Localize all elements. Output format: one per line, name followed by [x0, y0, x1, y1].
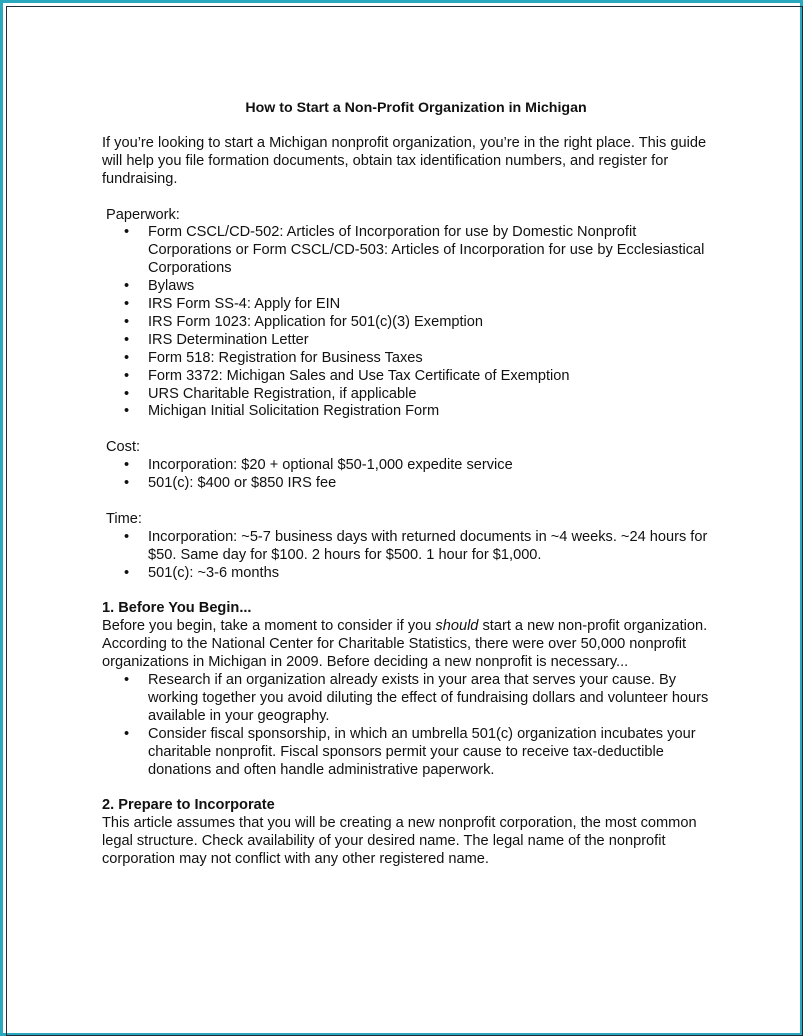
bullet-icon: • [124, 475, 130, 492]
bullet-icon: • [124, 528, 130, 545]
list-item: • Form CSCL/CD-502: Articles of Incorporation for use by Domestic Nonprofit Corporations or Form CSCL/CD-503: Articles of Incorporation for use by Ecclesiastical Corporations [124, 224, 705, 277]
time-list [102, 529, 722, 583]
emphasis-should: should [435, 618, 479, 635]
bullet-icon: • [124, 564, 130, 581]
list-item: • URS Charitable Registration, if applicable [124, 385, 417, 402]
list-item: • Michigan Initial Solicitation Registration Form [124, 403, 440, 420]
intro-paragraph: If you’re looking to start a Michigan nonprofit organization, you’re in the right place. This guide will help you file formation documents, obtain tax identification numbers, and register for fundraising. [102, 134, 707, 187]
list-item: • IRS Determination Letter [124, 331, 309, 348]
bullet-icon: • [124, 725, 130, 742]
list-item: • Research if an organization already exists in your area that serves your cause. By working together you avoid diluting the effect of fundraising dollars and volunteer hours available in your geography. [124, 672, 709, 724]
list-item: • IRS Form 1023: Application for 501(c)(3) Exemption [124, 313, 483, 330]
paperwork-label: Paperwork: [106, 206, 180, 223]
bullet-icon: • [124, 349, 130, 366]
section-2-heading: 2. Prepare to Incorporate [102, 797, 275, 814]
document-page [102, 100, 722, 869]
bullet-icon: • [124, 367, 130, 384]
list-item: • Incorporation: ~5-7 business days with returned documents in ~4 weeks. ~24 hours for $50. Same day for $100. 2 hours for $500. 1 hour for $1,000. [124, 528, 708, 563]
paperwork-list [102, 224, 722, 421]
bullet-icon: • [124, 385, 130, 402]
bullet-icon: • [124, 313, 130, 330]
list-item: • Consider fiscal sponsorship, in which an umbrella 501(c) organization incubates your charitable nonprofit. Fiscal sponsors permit your cause to receive tax-deductible donations and often handle administrative paperwork. [124, 725, 696, 778]
document-title: How to Start a Non-Profit Organization in Michigan [245, 100, 587, 116]
section-1-paragraph: Before you begin, take a moment to consider if you should start a new non-profit organization. According to the National Center for Charitable Statistics, there were over 50,000 nonprofit organizations in Michigan in 2009. Before deciding a new nonprofit is necessary... [102, 618, 708, 671]
cost-label: Cost: [106, 439, 141, 456]
bullet-icon: • [124, 457, 130, 474]
list-item: • 501(c): ~3-6 months [124, 564, 280, 581]
section-2-paragraph: This article assumes that you will be creating a new nonprofit corporation, the most common legal structure. Check availability of your desired name. The legal name of the nonprofit corporation may not conflict with any other registered name. [102, 815, 697, 868]
list-item: • 501(c): $400 or $850 IRS fee [124, 475, 337, 492]
bullet-icon: • [124, 672, 130, 689]
list-item: • IRS Form SS-4: Apply for EIN [124, 296, 341, 313]
list-item: • Incorporation: $20 + optional $50-1,000 expedite service [124, 457, 513, 474]
list-item: • Form 3372: Michigan Sales and Use Tax Certificate of Exemption [124, 367, 570, 384]
list-item: • Bylaws [124, 278, 195, 295]
section-1-heading: 1. Before You Begin... [102, 600, 252, 617]
cost-list [102, 457, 722, 493]
bullet-icon: • [124, 224, 130, 241]
list-item: • Form 518: Registration for Business Taxes [124, 349, 423, 366]
bullet-icon: • [124, 278, 130, 295]
bullet-icon: • [124, 296, 130, 313]
bullet-icon: • [124, 403, 130, 420]
time-label: Time: [106, 510, 142, 527]
section-1-list [102, 672, 722, 779]
bullet-icon: • [124, 331, 130, 348]
